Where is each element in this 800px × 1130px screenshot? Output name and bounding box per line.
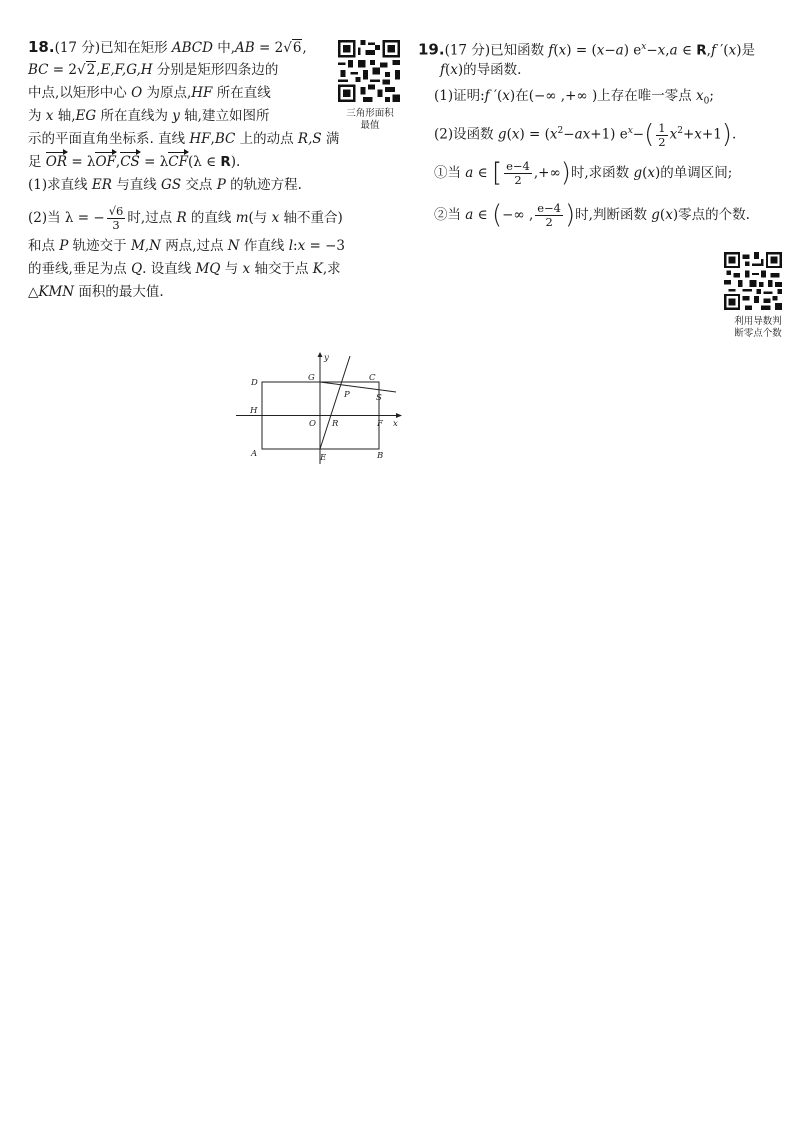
- paren-open: (: [491, 200, 503, 230]
- q18-text: 的直线: [186, 210, 236, 226]
- q18-text: 交点: [181, 177, 217, 193]
- q18-text: 上的动点: [235, 131, 298, 147]
- axis-label-x: x: [393, 419, 398, 429]
- q18-text: 所在直线: [212, 85, 271, 101]
- q19-text: −: [563, 126, 575, 143]
- fraction-denominator: 2: [545, 215, 553, 229]
- q19-text: 时,求函数: [570, 165, 634, 181]
- line-gs: [320, 382, 396, 392]
- q18-text: (λ ∈: [187, 154, 221, 170]
- q19-line-2: [418, 59, 800, 82]
- q19-var: x: [694, 126, 702, 143]
- q19-text: −: [646, 42, 658, 59]
- bracket-open: [: [491, 158, 503, 188]
- q18-var: R,S: [297, 131, 322, 147]
- q19-var: g: [497, 126, 507, 143]
- q18-text: ,: [96, 62, 101, 78]
- q19-var: x: [657, 42, 666, 59]
- q19-text: +1) e: [590, 126, 628, 143]
- q18-var: x: [271, 210, 280, 226]
- q19-text: ∈: [473, 207, 492, 223]
- q18-text: (与: [248, 210, 272, 226]
- q19-text: 时,判断函数: [575, 207, 652, 223]
- q19-text: ) = (: [566, 42, 597, 59]
- q18-text: 的轨迹方程.: [225, 177, 302, 193]
- paren-open: (: [644, 119, 655, 150]
- q18-text: (2)当 λ = −: [28, 210, 105, 226]
- q18-text: = 2: [254, 40, 284, 56]
- q18-text: (1)求直线: [28, 177, 92, 193]
- q18-part-2: [28, 201, 403, 235]
- q18-var: GS: [161, 177, 182, 193]
- q19-var: x: [596, 42, 605, 59]
- q18-var: y: [172, 108, 180, 124]
- q19-text: )在(−∞ ,+∞ )上存在唯一零点: [509, 88, 697, 104]
- q18-text: 轴,: [53, 108, 76, 124]
- qr-code-icon[interactable]: [338, 40, 400, 102]
- q19-var: x: [450, 62, 458, 78]
- q18-var: BC: [214, 131, 236, 147]
- q18-var: x: [297, 238, 306, 254]
- q19-var: g: [633, 165, 643, 181]
- q18-text: . 设直线: [142, 261, 196, 277]
- q18-text: △: [28, 284, 39, 300]
- q18-var: P: [59, 238, 69, 254]
- q19-text: ②当: [434, 207, 466, 223]
- q19-var: x: [558, 42, 567, 59]
- q19-text: )零点的个数.: [672, 207, 750, 223]
- q18-var: m: [235, 210, 249, 226]
- q19-var: a: [615, 42, 624, 59]
- q18-line-6: [28, 151, 403, 174]
- q19-text: (: [553, 42, 559, 59]
- q18-vector-or: OR: [46, 151, 67, 174]
- paren-close: ): [560, 158, 571, 188]
- q18-number: 18.: [28, 38, 55, 56]
- q18-text: ,: [115, 154, 121, 170]
- q19-text: ,: [665, 42, 670, 59]
- q18-var: ABCD: [171, 40, 213, 56]
- fraction-numerator: e−4: [506, 159, 530, 173]
- q18-text: 与: [220, 261, 243, 277]
- label-r: R: [332, 419, 339, 429]
- q19-text: (: [659, 207, 666, 223]
- label-a: A: [251, 449, 258, 459]
- q18-var: HF: [191, 85, 213, 101]
- qr-code-icon[interactable]: [724, 252, 782, 310]
- label-e: E: [320, 453, 327, 463]
- x-axis-arrow-icon: [396, 413, 402, 418]
- q19-var: f: [484, 88, 490, 104]
- q19-text: ;: [709, 88, 714, 104]
- q19-part-1: [418, 85, 800, 108]
- qr-caption-line: 利用导数判: [734, 316, 782, 327]
- line-er: [320, 356, 350, 449]
- q18-text: 的垂线,垂足为点: [28, 261, 132, 277]
- q19-var: a: [669, 42, 678, 59]
- paren-close: ): [721, 119, 732, 150]
- label-h: H: [250, 406, 258, 416]
- fraction-denominator: 2: [514, 173, 522, 187]
- q18-text: 足: [28, 154, 46, 170]
- q18-text: 两点,过点: [160, 238, 228, 254]
- axis-label-y: y: [324, 353, 329, 363]
- q19-text: ①当: [434, 165, 466, 181]
- q19-text: (2)设函数: [434, 126, 498, 143]
- q18-text: 轴交于点: [250, 261, 313, 277]
- q18-var: KMN: [38, 284, 75, 300]
- q18-text: 为: [28, 108, 46, 124]
- y-axis-arrow-icon: [318, 352, 323, 357]
- qr-caption-line: 断零点个数: [734, 328, 782, 339]
- q19-real-set: R: [696, 42, 707, 59]
- q18-var: E,F,G,H: [100, 62, 153, 78]
- q19-text: ) = (: [519, 126, 550, 143]
- q19-text: (17 分)已知函数: [444, 42, 549, 59]
- label-g: G: [308, 373, 315, 383]
- q19-text: −: [632, 126, 645, 143]
- q18-text: ,: [302, 40, 307, 56]
- q19-text: )的单调区间;: [655, 165, 733, 181]
- q19-var: f: [548, 42, 554, 59]
- q19-text: ,: [706, 42, 711, 59]
- q18-text: 满: [321, 131, 340, 147]
- q19-fraction-e4: [535, 202, 563, 229]
- q18-text: ,求: [322, 261, 341, 277]
- q19-text: .: [731, 126, 737, 143]
- q19-var: x: [511, 126, 520, 143]
- q18-text: 时,过点: [127, 210, 177, 226]
- paren-close: ): [565, 200, 576, 230]
- q19-var: ax: [574, 126, 591, 143]
- coordinate-figure: [236, 352, 406, 470]
- q19-text: (: [642, 165, 648, 181]
- q19-var: f: [440, 62, 445, 78]
- qr-caption-q18: [334, 108, 406, 132]
- q19-var: a: [465, 165, 474, 181]
- q18-fraction: [107, 205, 126, 232]
- label-p: P: [344, 390, 350, 400]
- qr-caption-q19: [716, 316, 800, 340]
- q18-var: O: [131, 85, 143, 101]
- q18-text: = −3: [305, 238, 346, 254]
- label-f: F: [377, 419, 383, 429]
- q18-text: 与直线: [111, 177, 162, 193]
- q18-text: 分别是矩形四条边的: [152, 62, 279, 78]
- q19-var: x: [669, 126, 678, 143]
- q18-text: = λ: [139, 154, 169, 170]
- q18-var: AB: [235, 40, 255, 56]
- label-s: S: [376, 393, 382, 403]
- q19-line-1: [418, 36, 800, 59]
- q19-exponent: x: [627, 126, 633, 136]
- q18-text: 轴不重合): [279, 210, 343, 226]
- q19-text: ∈: [677, 42, 697, 59]
- q19-fraction-half: [656, 122, 667, 149]
- q18-line-1: 18.(17 分)已知在矩形 ABCD 中,AB = 2√6,: [28, 38, 307, 56]
- q19-text: ,+∞: [533, 165, 561, 181]
- q18-text: ,: [210, 131, 215, 147]
- q18-sqrt-2: 2: [86, 62, 96, 78]
- q18-text: 面积的最大值.: [74, 284, 164, 300]
- q19-subpart-2: [418, 198, 800, 232]
- question-19: [418, 36, 800, 232]
- q18-var: BC: [28, 62, 49, 78]
- q18-sqrt-6: 6: [292, 40, 302, 56]
- q18-var: R: [176, 210, 187, 226]
- label-o: O: [309, 419, 316, 429]
- q19-exponent: 2: [557, 126, 564, 136]
- q19-var: a: [465, 207, 474, 223]
- q18-line-10: [28, 258, 403, 281]
- q18-text: 示的平面直角坐标系. 直线: [28, 131, 190, 147]
- label-c: C: [369, 373, 376, 383]
- q19-text: ∈: [473, 165, 492, 181]
- fraction-numerator: √6: [108, 204, 124, 218]
- label-b: B: [377, 451, 384, 461]
- q19-exponent: x: [641, 42, 647, 52]
- q18-text: (17 分)已知在矩形: [54, 40, 172, 56]
- q18-var: EG: [75, 108, 97, 124]
- q18-text: 所在直线为: [96, 108, 173, 124]
- q19-subpart-1: [418, 156, 800, 190]
- q19-number: 19.: [418, 40, 445, 59]
- q19-part-2: [418, 114, 800, 148]
- q19-exponent: 2: [677, 126, 683, 136]
- q18-vector-cs: CS: [120, 151, 140, 174]
- label-d: D: [251, 378, 258, 388]
- q18-text: 和点: [28, 238, 60, 254]
- q18-line-2: BC = 2√2,E,F,G,H 分别是矩形四条边的: [28, 62, 279, 78]
- q19-text: ) e: [623, 42, 642, 59]
- q18-var: ER: [91, 177, 112, 193]
- q18-text: 为原点,: [142, 85, 192, 101]
- q18-var: x: [45, 108, 54, 124]
- q19-text: (1)证明:: [434, 88, 485, 104]
- fraction-numerator: e−4: [537, 201, 561, 215]
- q19-var: f: [710, 42, 716, 59]
- q19-var: x: [647, 165, 656, 181]
- q18-var: M,N: [130, 238, 161, 254]
- q18-var: HF: [189, 131, 211, 147]
- q18-var: x: [242, 261, 251, 277]
- q18-line-9: [28, 235, 403, 258]
- q19-subscript: 0: [703, 96, 710, 107]
- q18-var: l: [288, 238, 294, 254]
- q18-line-11: [28, 281, 403, 304]
- q19-text: (: [506, 126, 512, 143]
- q19-var: g: [651, 207, 660, 223]
- q18-text: 作直线: [239, 238, 289, 254]
- q18-vector-cf: CF: [168, 151, 188, 174]
- q18-text: 中,: [212, 40, 236, 56]
- fraction-numerator: 1: [658, 120, 666, 135]
- q19-var: x: [502, 88, 510, 104]
- q19-var: x: [665, 207, 673, 223]
- q19-text: (: [445, 62, 451, 78]
- q19-text: ′(: [489, 88, 503, 104]
- q18-part-1: [28, 174, 403, 197]
- q18-var: MQ: [195, 261, 221, 277]
- q19-var: x: [696, 88, 704, 104]
- q18-text: = 2: [48, 62, 77, 78]
- fraction-denominator: 3: [112, 218, 120, 232]
- q18-text: 中点,以矩形中心: [28, 85, 132, 101]
- q19-var: x: [549, 126, 558, 143]
- q19-text: )是: [736, 42, 755, 59]
- q19-fraction-e4: [504, 160, 532, 187]
- q19-text: )的导函数.: [457, 62, 522, 78]
- q19-var: x: [728, 42, 737, 59]
- q18-var: Q: [131, 261, 143, 277]
- q19-text: −: [604, 42, 616, 59]
- q18-var: N: [227, 238, 240, 254]
- q18-text: 轨迹交于: [68, 238, 131, 254]
- q18-text: 轴,建立如图所: [179, 108, 270, 124]
- q19-text: +: [682, 126, 695, 143]
- q18-vector-of: OF: [95, 151, 115, 174]
- q18-var: P: [216, 177, 226, 193]
- qr-caption-line: 最值: [360, 120, 380, 131]
- q18-real-set: R: [220, 154, 231, 170]
- q18-text: ).: [230, 154, 241, 170]
- q19-text: +1: [701, 126, 722, 143]
- q18-var: K: [312, 261, 323, 277]
- q19-text: −∞ ,: [502, 207, 534, 223]
- q19-text: ′(: [715, 42, 729, 59]
- qr-caption-line: 三角形面积: [346, 108, 394, 119]
- q18-text: :: [293, 238, 298, 254]
- fraction-denominator: 2: [658, 134, 666, 149]
- q18-text: = λ: [67, 154, 96, 170]
